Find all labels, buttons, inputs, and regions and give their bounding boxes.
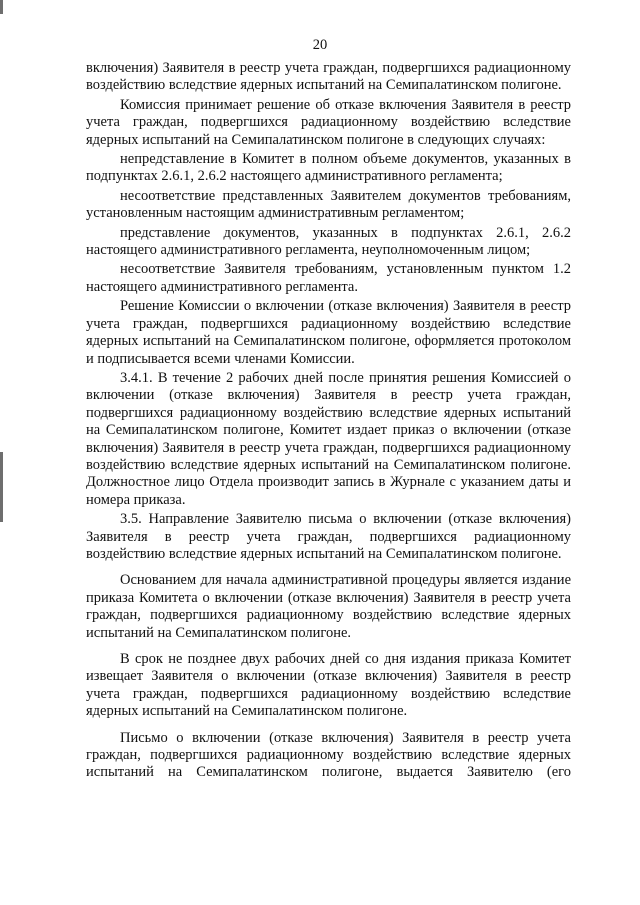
- page-number: 20: [312, 37, 328, 53]
- paragraph: непредставление в Комитет в полном объеме документов, указанных в подпунктах 2.6.1, 2.6.2 настоящего административного регламента;: [86, 151, 571, 185]
- document-body: [86, 60, 571, 782]
- scan-edge-mark: [0, 452, 3, 522]
- paragraph: несоответствие представленных Заявителем документов требованиям, установленным настоящим административным регламентом;: [86, 187, 571, 222]
- paragraph: 3.4.1. В течение 2 рабочих дней после принятия решения Комиссией о включении (отказе включения) Заявителя в реестр учета граждан, подвергшихся радиационному воздействию вследствие ядерных испытаний на Семипалатинском полигоне, Комитет издает приказ о включении (отказе включения) Заявителя в реестр учета граждан, подвергшихся радиационному воздействию вследствие ядерных испытаний на Семипалатинском полигоне. Должностное лицо Отдела производит запись в Журнале с указанием даты и номера приказа.: [86, 369, 571, 508]
- paragraph: Комиссия принимает решение об отказе включения Заявителя в реестр учета граждан, подвергшихся радиационному воздействию вследствие ядерных испытаний на Семипалатинском полигоне в следующих случаях:: [86, 96, 571, 148]
- paragraph: Основанием для начала административной процедуры является издание приказа Комитета о включении (отказе включения) Заявителя в реестр учета граждан, подвергшихся радиационному воздействию вследствие ядерных испытаний на Семипалатинском полигоне.: [86, 572, 571, 641]
- paragraph: Письмо о включении (отказе включения) Заявителя в реестр учета граждан, подвергшихся радиационному воздействию вследствие ядерных испытаний на Семипалатинском полигоне, выдается Заявителю (его: [86, 729, 571, 781]
- paragraph: Решение Комиссии о включении (отказе включения) Заявителя в реестр учета граждан, подвергшихся радиационному воздействию вследствие ядерных испытаний на Семипалатинском полигоне, оформляется протоколом и подписывается всеми членами Комиссии.: [86, 298, 571, 367]
- paragraph: 3.5. Направление Заявителю письма о включении (отказе включения) Заявителя в реестр учета граждан, подвергшихся радиационному воздействию вследствие ядерных испытаний на Семипалатинском полигоне.: [86, 511, 571, 562]
- scan-edge-mark: [0, 0, 3, 14]
- paragraph: включения) Заявителя в реестр учета граждан, подвергшихся радиационному воздействию вследствие ядерных испытаний на Семипалатинском полигоне.: [86, 60, 571, 94]
- paragraph: В срок не позднее двух рабочих дней со дня издания приказа Комитет извещает Заявителя о включении (отказе включения) Заявителя в реестр учета граждан, подвергшихся радиационному воздействию вследствие ядерных испытаний на Семипалатинском полигоне.: [86, 651, 571, 720]
- paragraph: несоответствие Заявителя требованиям, установленным пунктом 1.2 настоящего административного регламента.: [86, 261, 571, 295]
- paragraph: представление документов, указанных в подпунктах 2.6.1, 2.6.2 настоящего административного регламента, неуполномоченным лицом;: [86, 224, 571, 259]
